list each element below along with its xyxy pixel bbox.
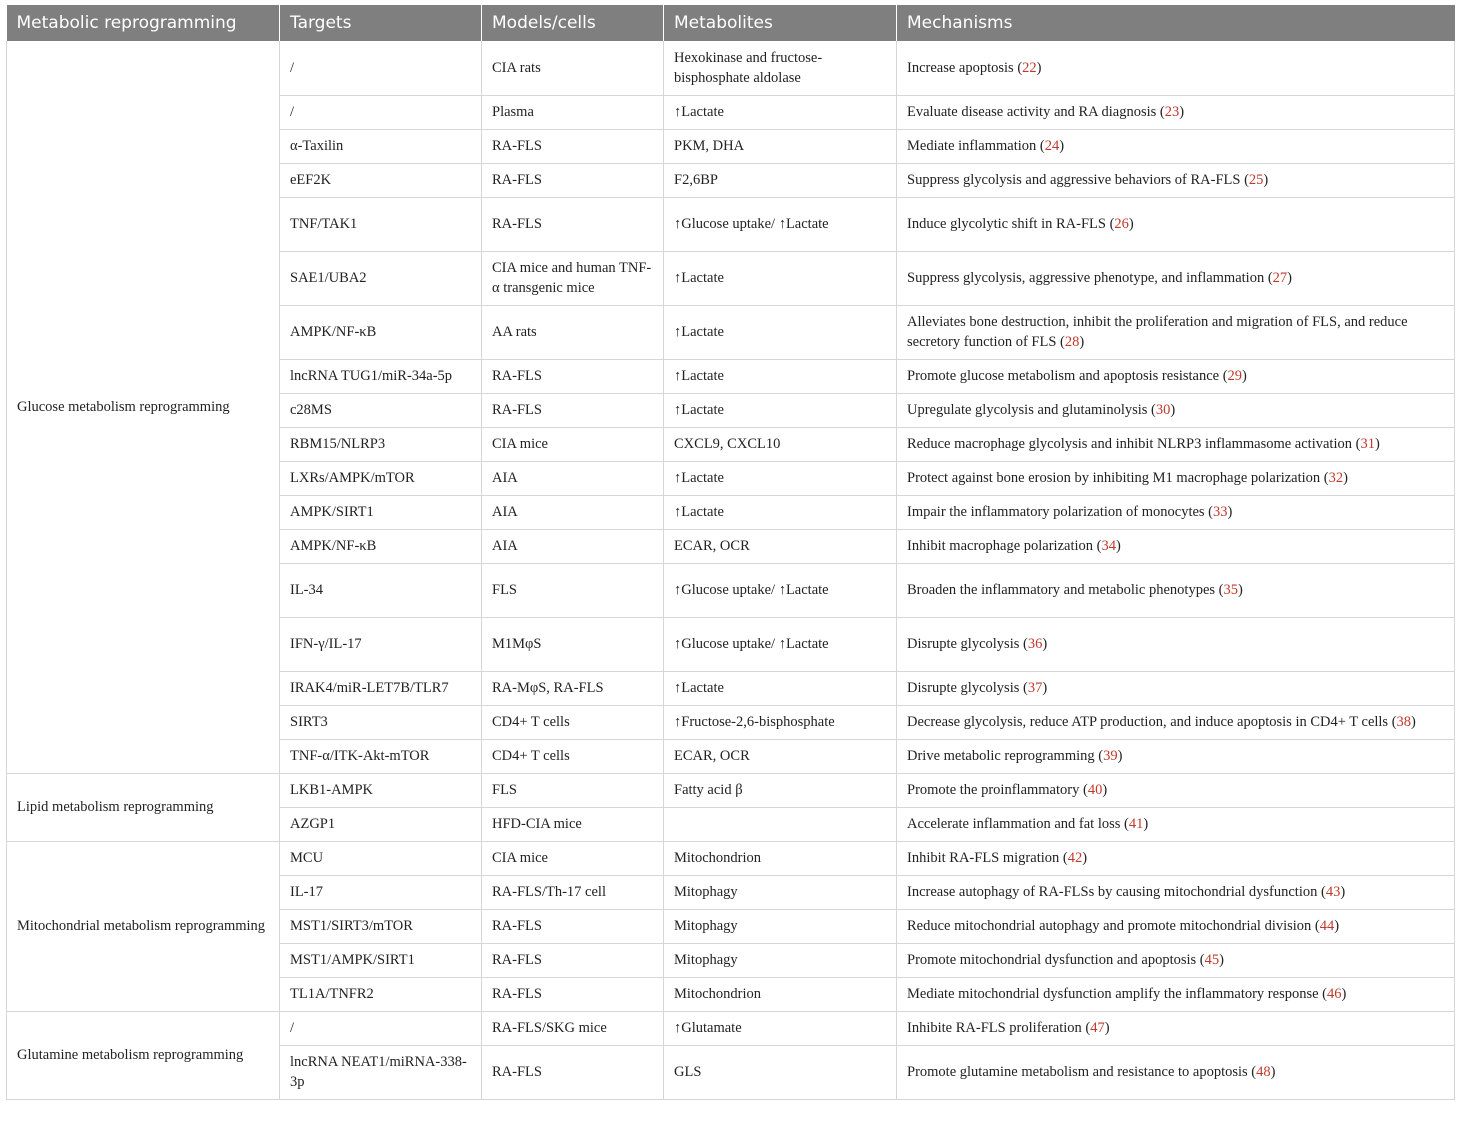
target-cell: IL-17 <box>280 875 482 909</box>
target-cell: / <box>280 95 482 129</box>
target-cell: / <box>280 41 482 95</box>
model-cell: RA-MφS, RA-FLS <box>482 671 664 705</box>
reference-close-paren: ) <box>1117 748 1123 764</box>
model-cell: AIA <box>482 495 664 529</box>
model-cell: RA-FLS <box>482 393 664 427</box>
mechanism-cell <box>897 1011 1455 1045</box>
metabolic-reprogramming-table <box>6 5 1455 1100</box>
mechanism-cell <box>897 671 1455 705</box>
target-cell: SAE1/UBA2 <box>280 251 482 305</box>
reference-link[interactable]: 44 <box>1319 918 1335 934</box>
mechanism-cell <box>897 977 1455 1011</box>
reference-close-paren: ) <box>1042 636 1048 652</box>
model-cell: RA-FLS <box>482 163 664 197</box>
header-row <box>7 5 1455 41</box>
mechanism-text: Increase autophagy of RA-FLSs by causing mitochondrial dysfunction ( <box>907 884 1326 900</box>
metabolite-cell: ECAR, OCR <box>664 739 897 773</box>
mechanism-cell <box>897 41 1455 95</box>
table-row <box>7 1011 1455 1045</box>
mechanism-cell <box>897 197 1455 251</box>
metabolite-cell: F2,6BP <box>664 163 897 197</box>
reference-close-paren: ) <box>1287 270 1293 286</box>
model-cell: FLS <box>482 773 664 807</box>
mechanism-text: Suppress glycolysis, aggressive phenotype, and inflammation ( <box>907 270 1273 286</box>
reference-close-paren: ) <box>1340 884 1346 900</box>
reference-link[interactable]: 36 <box>1027 636 1043 652</box>
metabolite-cell: PKM, DHA <box>664 129 897 163</box>
reference-close-paren: ) <box>1115 538 1121 554</box>
mechanism-cell <box>897 909 1455 943</box>
reference-link[interactable]: 41 <box>1128 816 1144 832</box>
reference-close-paren: ) <box>1082 850 1088 866</box>
model-cell: RA-FLS <box>482 359 664 393</box>
reference-close-paren: ) <box>1079 334 1085 350</box>
reference-link[interactable]: 25 <box>1248 172 1264 188</box>
metabolite-cell: Mitochondrion <box>664 977 897 1011</box>
table-row <box>7 841 1455 875</box>
mechanism-cell <box>897 841 1455 875</box>
metabolite-cell: ↑Lactate <box>664 359 897 393</box>
target-cell: LXRs/AMPK/mTOR <box>280 461 482 495</box>
reference-link[interactable]: 22 <box>1022 59 1037 76</box>
mechanism-text: Drive metabolic reprogramming ( <box>907 748 1104 764</box>
model-cell: RA-FLS/SKG mice <box>482 1011 664 1045</box>
mechanism-text: Alleviates bone destruction, inhibit the proliferation and migration of FLS, and reduce secretory function of FLS ( <box>907 314 1408 350</box>
mechanism-text: Mediate inflammation ( <box>907 138 1045 154</box>
header-metabolic-reprogramming: Metabolic reprogramming <box>7 5 280 41</box>
table-body <box>7 41 1455 1099</box>
metabolite-cell: ↑Glucose uptake/ ↑Lactate <box>664 617 897 671</box>
category-cell: Glucose metabolism reprogramming <box>7 41 280 773</box>
target-cell: AMPK/NF-κB <box>280 529 482 563</box>
reference-close-paren: ) <box>1343 470 1348 486</box>
category-cell: Glutamine metabolism reprogramming <box>7 1011 280 1099</box>
model-cell: CIA mice <box>482 841 664 875</box>
mechanism-cell <box>897 163 1455 197</box>
reference-link[interactable]: 29 <box>1227 368 1243 384</box>
model-cell: AIA <box>482 529 664 563</box>
mechanism-cell <box>897 773 1455 807</box>
metabolite-cell: Fatty acid β <box>664 773 897 807</box>
target-cell: SIRT3 <box>280 705 482 739</box>
reference-link[interactable]: 38 <box>1396 714 1412 730</box>
reference-link[interactable]: 33 <box>1213 504 1228 520</box>
target-cell: TL1A/TNFR2 <box>280 977 482 1011</box>
reference-link[interactable]: 37 <box>1027 680 1043 696</box>
target-cell: lncRNA TUG1/miR-34a-5p <box>280 359 482 393</box>
target-cell: eEF2K <box>280 163 482 197</box>
mechanism-text: Disrupte glycolysis ( <box>907 680 1028 696</box>
model-cell: FLS <box>482 563 664 617</box>
mechanism-text: Decrease glycolysis, reduce ATP production, and induce apoptosis in CD4+ T cells ( <box>907 714 1397 730</box>
metabolite-cell: ↑Lactate <box>664 393 897 427</box>
mechanism-cell <box>897 129 1455 163</box>
reference-close-paren: ) <box>1270 1064 1276 1080</box>
mechanism-text: Upregulate glycolysis and glutaminolysis ( <box>907 402 1156 418</box>
reference-close-paren: ) <box>1219 952 1224 968</box>
model-cell: RA-FLS <box>482 197 664 251</box>
mechanism-cell <box>897 359 1455 393</box>
reference-link[interactable]: 28 <box>1064 334 1080 350</box>
reference-close-paren: ) <box>1128 216 1134 232</box>
model-cell: CD4+ T cells <box>482 739 664 773</box>
mechanism-text: Suppress glycolysis and aggressive behaviors of RA-FLS ( <box>907 172 1249 188</box>
table-row <box>7 773 1455 807</box>
target-cell: α-Taxilin <box>280 129 482 163</box>
mechanism-text: Mediate mitochondrial dysfunction amplify the inflammatory response ( <box>907 986 1327 1002</box>
model-cell: AA rats <box>482 305 664 359</box>
metabolite-cell: ↑Fructose-2,6-bisphosphate <box>664 705 897 739</box>
mechanism-text: Inhibite RA-FLS proliferation ( <box>907 1020 1091 1036</box>
mechanism-text: Inhibit RA-FLS migration ( <box>907 850 1068 866</box>
reference-close-paren: ) <box>1104 1020 1110 1036</box>
target-cell: IFN-γ/IL-17 <box>280 617 482 671</box>
mechanism-cell <box>897 563 1455 617</box>
target-cell: AZGP1 <box>280 807 482 841</box>
metabolite-cell: ↑Glutamate <box>664 1011 897 1045</box>
mechanism-text: Promote mitochondrial dysfunction and apoptosis ( <box>907 952 1205 968</box>
target-cell: MST1/AMPK/SIRT1 <box>280 943 482 977</box>
target-cell: IL-34 <box>280 563 482 617</box>
reference-link[interactable]: 43 <box>1325 884 1341 900</box>
mechanism-text: Promote the proinflammatory ( <box>907 782 1088 798</box>
header-mechanisms: Mechanisms <box>897 5 1455 41</box>
mechanism-text: Promote glucose metabolism and apoptosis resistance ( <box>907 368 1228 384</box>
reference-close-paren: ) <box>1263 172 1269 188</box>
mechanism-cell <box>897 495 1455 529</box>
reference-close-paren: ) <box>1059 138 1065 154</box>
target-cell: MCU <box>280 841 482 875</box>
mechanism-text: Disrupte glycolysis ( <box>907 636 1028 652</box>
mechanism-cell <box>897 1045 1455 1099</box>
reference-link[interactable]: 34 <box>1101 538 1116 554</box>
mechanism-text: Inhibit macrophage polarization ( <box>907 538 1102 554</box>
metabolite-cell: ↑Lactate <box>664 495 897 529</box>
target-cell: LKB1-AMPK <box>280 773 482 807</box>
mechanism-cell <box>897 739 1455 773</box>
mechanism-text: Impair the inflammatory polarization of monocytes ( <box>907 504 1214 520</box>
mechanism-cell <box>897 95 1455 129</box>
category-cell: Lipid metabolism reprogramming <box>7 773 280 841</box>
category-cell: Mitochondrial metabolism reprogramming <box>7 841 280 1011</box>
reference-close-paren: ) <box>1227 504 1233 520</box>
target-cell: AMPK/NF-κB <box>280 305 482 359</box>
model-cell: M1MφS <box>482 617 664 671</box>
metabolite-cell: ↑Glucose uptake/ ↑Lactate <box>664 197 897 251</box>
model-cell: Plasma <box>482 95 664 129</box>
reference-close-paren: ) <box>1238 582 1243 598</box>
mechanism-cell <box>897 461 1455 495</box>
metabolite-cell: ↑Lactate <box>664 461 897 495</box>
reference-close-paren: ) <box>1179 104 1185 120</box>
reference-link[interactable]: 35 <box>1223 582 1238 598</box>
metabolite-cell: Mitochondrion <box>664 841 897 875</box>
reference-link[interactable]: 30 <box>1155 402 1171 418</box>
model-cell: RA-FLS <box>482 943 664 977</box>
model-cell: HFD-CIA mice <box>482 807 664 841</box>
mechanism-cell <box>897 529 1455 563</box>
mechanism-cell <box>897 305 1455 359</box>
model-cell: RA-FLS <box>482 977 664 1011</box>
reference-close-paren: ) <box>1374 436 1380 452</box>
target-cell: IRAK4/miR-LET7B/TLR7 <box>280 671 482 705</box>
mechanism-text: Evaluate disease activity and RA diagnosis ( <box>907 104 1165 120</box>
reference-close-paren: ) <box>1411 714 1416 730</box>
reference-close-paren: ) <box>1334 918 1340 934</box>
header-models-cells: Models/cells <box>482 5 664 41</box>
metabolite-cell: ↑Lactate <box>664 671 897 705</box>
mechanism-text: Induce glycolytic shift in RA-FLS ( <box>907 216 1115 232</box>
reference-link[interactable]: 39 <box>1103 748 1118 764</box>
metabolite-cell: ↑Lactate <box>664 305 897 359</box>
reference-close-paren: ) <box>1102 782 1108 798</box>
model-cell: RA-FLS <box>482 909 664 943</box>
metabolite-cell: CXCL9, CXCL10 <box>664 427 897 461</box>
metabolite-cell: Mitophagy <box>664 909 897 943</box>
mechanism-text: Promote glutamine metabolism and resistance to apoptosis ( <box>907 1064 1257 1080</box>
mechanism-cell <box>897 393 1455 427</box>
mechanism-cell <box>897 427 1455 461</box>
mechanism-text: Protect against bone erosion by inhibiting M1 macrophage polarization ( <box>907 470 1329 486</box>
mechanism-text: Reduce macrophage glycolysis and inhibit NLRP3 inflammasome activation ( <box>907 436 1361 452</box>
header-metabolites: Metabolites <box>664 5 897 41</box>
target-cell: TNF/TAK1 <box>280 197 482 251</box>
target-cell: / <box>280 1011 482 1045</box>
mechanism-cell <box>897 251 1455 305</box>
mechanism-cell <box>897 943 1455 977</box>
model-cell: CIA mice and human TNF-α transgenic mice <box>482 251 664 305</box>
reference-link[interactable]: 23 <box>1164 104 1180 120</box>
metabolite-cell: ↑Lactate <box>664 251 897 305</box>
model-cell: RA-FLS <box>482 129 664 163</box>
target-cell: RBM15/NLRP3 <box>280 427 482 461</box>
table-row <box>7 41 1455 95</box>
model-cell: CD4+ T cells <box>482 705 664 739</box>
metabolite-cell: ECAR, OCR <box>664 529 897 563</box>
target-cell: AMPK/SIRT1 <box>280 495 482 529</box>
model-cell: RA-FLS <box>482 1045 664 1099</box>
target-cell: lncRNA NEAT1/miRNA-338-3p <box>280 1045 482 1099</box>
reference-link[interactable]: 46 <box>1327 986 1342 1002</box>
reference-link[interactable]: 45 <box>1204 952 1220 968</box>
mechanism-cell <box>897 617 1455 671</box>
model-cell: RA-FLS/Th-17 cell <box>482 875 664 909</box>
mechanism-cell <box>897 807 1455 841</box>
reference-link[interactable]: 47 <box>1090 1020 1105 1036</box>
reference-link[interactable]: 24 <box>1044 138 1060 154</box>
reference-link[interactable]: 48 <box>1256 1064 1271 1080</box>
mechanism-text: Broaden the inflammatory and metabolic phenotypes ( <box>907 582 1224 598</box>
metabolite-cell: Mitophagy <box>664 943 897 977</box>
reference-link[interactable]: 32 <box>1328 470 1344 486</box>
reference-link[interactable]: 42 <box>1067 850 1083 866</box>
reference-link[interactable]: 27 <box>1272 270 1288 286</box>
reference-close-paren: ) <box>1143 816 1149 832</box>
metabolite-cell: Mitophagy <box>664 875 897 909</box>
reference-close-paren: ) <box>1036 59 1042 76</box>
reference-close-paren: ) <box>1242 368 1247 384</box>
mechanism-text: Accelerate inflammation and fat loss ( <box>907 816 1129 832</box>
metabolite-cell: ↑Glucose uptake/ ↑Lactate <box>664 563 897 617</box>
mechanism-text: Reduce mitochondrial autophagy and promote mitochondrial division ( <box>907 918 1320 934</box>
mechanism-text: Increase apoptosis ( <box>907 59 1023 76</box>
reference-close-paren: ) <box>1170 402 1176 418</box>
reference-link[interactable]: 31 <box>1360 436 1375 452</box>
reference-close-paren: ) <box>1341 986 1347 1002</box>
metabolite-cell: ↑Lactate <box>664 95 897 129</box>
reference-close-paren: ) <box>1042 680 1048 696</box>
header-targets: Targets <box>280 5 482 41</box>
model-cell: CIA rats <box>482 41 664 95</box>
metabolite-cell: GLS <box>664 1045 897 1099</box>
target-cell: c28MS <box>280 393 482 427</box>
target-cell: MST1/SIRT3/mTOR <box>280 909 482 943</box>
mechanism-cell <box>897 875 1455 909</box>
mechanism-cell <box>897 705 1455 739</box>
metabolite-cell <box>664 807 897 841</box>
model-cell: AIA <box>482 461 664 495</box>
reference-link[interactable]: 26 <box>1114 216 1129 232</box>
model-cell: CIA mice <box>482 427 664 461</box>
target-cell: TNF-α/ITK-Akt-mTOR <box>280 739 482 773</box>
metabolite-cell: Hexokinase and fructose-bisphosphate aldolase <box>664 41 897 95</box>
reference-link[interactable]: 40 <box>1087 782 1103 798</box>
